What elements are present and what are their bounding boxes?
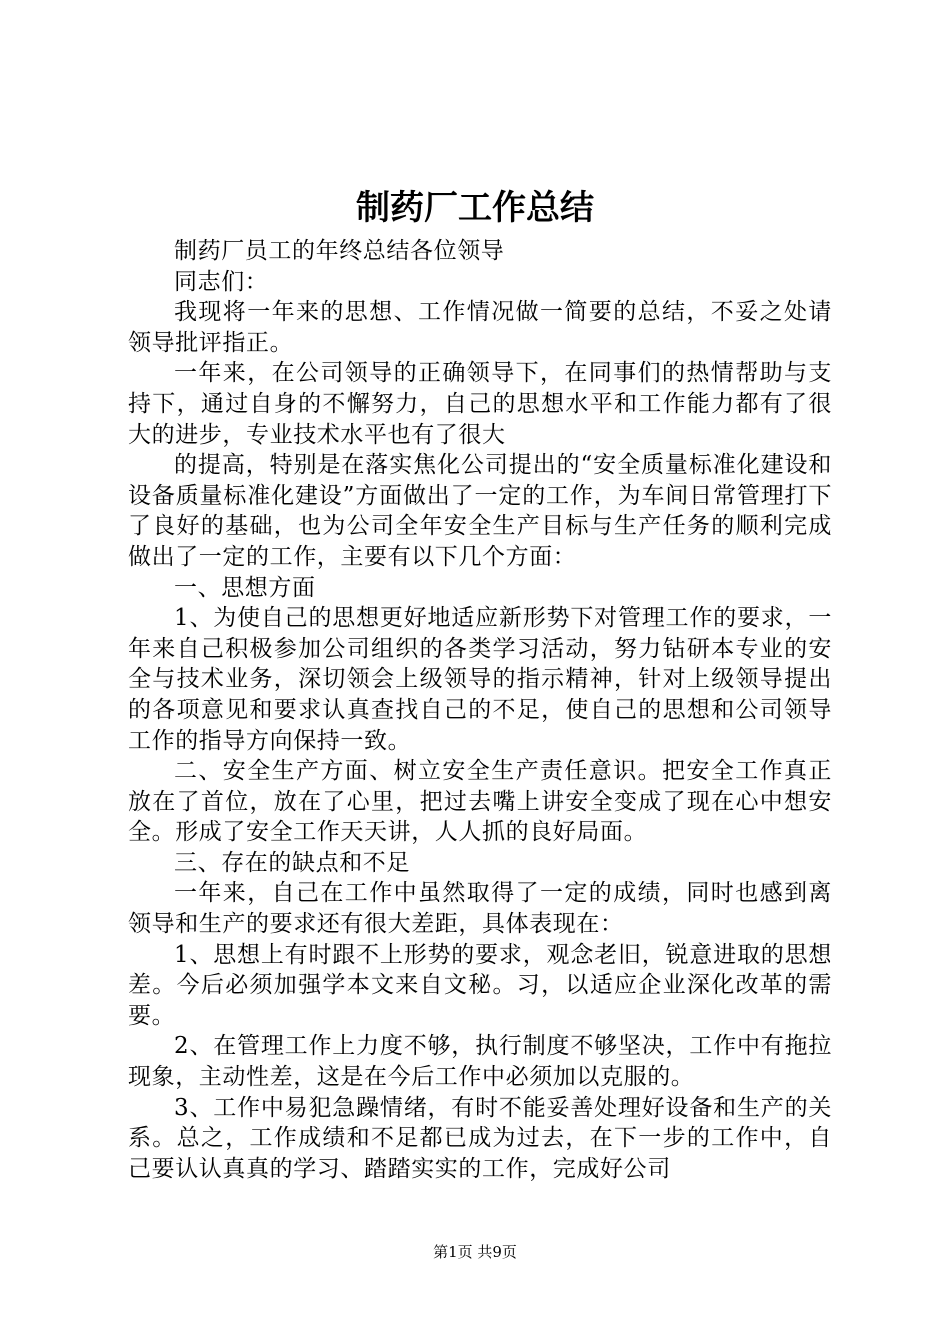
section-heading-shortcomings: 三、存在的缺点和不足 [174, 849, 410, 876]
section-heading-thinking: 一、思想方面 [174, 574, 316, 601]
paragraph-shortcoming-item-1: 1、思想上有时跟不上形势的要求，观念老旧，锐意进取的思想差。今后必须加强学本文来自文秘。习，以适应企业深化改革的需要。 [128, 941, 832, 1029]
paragraph-overview: 一年来，在公司领导的正确领导下，在同事们的热情帮助与支持下，通过自身的不懈努力，自己的思想水平和工作能力都有了很大的进步，专业技术水平也有了很大 [128, 360, 832, 448]
paragraph-thinking-item-1: 1、为使自己的思想更好地适应新形势下对管理工作的要求，一年来自己积极参加公司组织的各类学习活动，努力钻研本专业的安全与技术业务，深切领会上级领导的指示精神，针对上级领导提出的各项意见和要求认真查找自己的不足，使自己的思想和公司领导工作的指导方向保持一致。 [128, 605, 832, 754]
section-safety: 二、安全生产方面、树立安全生产责任意识。把安全工作真正放在了首位，放在了心里，把过去嘴上讲安全变成了现在心中想安全。形成了安全工作天天讲，人人抓的良好局面。 [128, 758, 832, 846]
paragraph-shortcoming-item-3: 3、工作中易犯急躁情绪，有时不能妥善处理好设备和生产的关系。总之，工作成绩和不足都已成为过去，在下一步的工作中，自己要认认真真的学习、踏踏实实的工作，完成好公司 [128, 1094, 832, 1182]
paragraph-intro: 我现将一年来的思想、工作情况做一简要的总结，不妥之处请领导批评指正。 [128, 299, 832, 356]
paragraph-shortcomings-intro: 一年来，自己在工作中虽然取得了一定的成绩，同时也感到离领导和生产的要求还有很大差距，具体表现在： [128, 880, 832, 938]
paragraph-greeting: 制药厂员工的年终总结各位领导 [174, 238, 505, 264]
document-body [128, 236, 832, 1184]
paragraph-shortcoming-item-2: 2、在管理工作上力度不够，执行制度不够坚决，工作中有拖拉现象，主动性差，这是在今后工作中必须加以克服的。 [128, 1033, 832, 1091]
paragraph-salutation: 同志们： [174, 268, 269, 295]
document-title: 制药厂工作总结 [356, 188, 594, 228]
paragraph-overview-continued: 的提高，特别是在落实焦化公司提出的“安全质量标准化建设和设备质量标准化建设”方面做出了一定的工作，为车间日常管理打下了良好的基础，也为公司全年安全生产目标与生产任务的顺利完成做出了一定的工作，主要有以下几个方面： [128, 452, 832, 570]
page-number-footer: 第1页 共9页 [433, 1243, 517, 1261]
